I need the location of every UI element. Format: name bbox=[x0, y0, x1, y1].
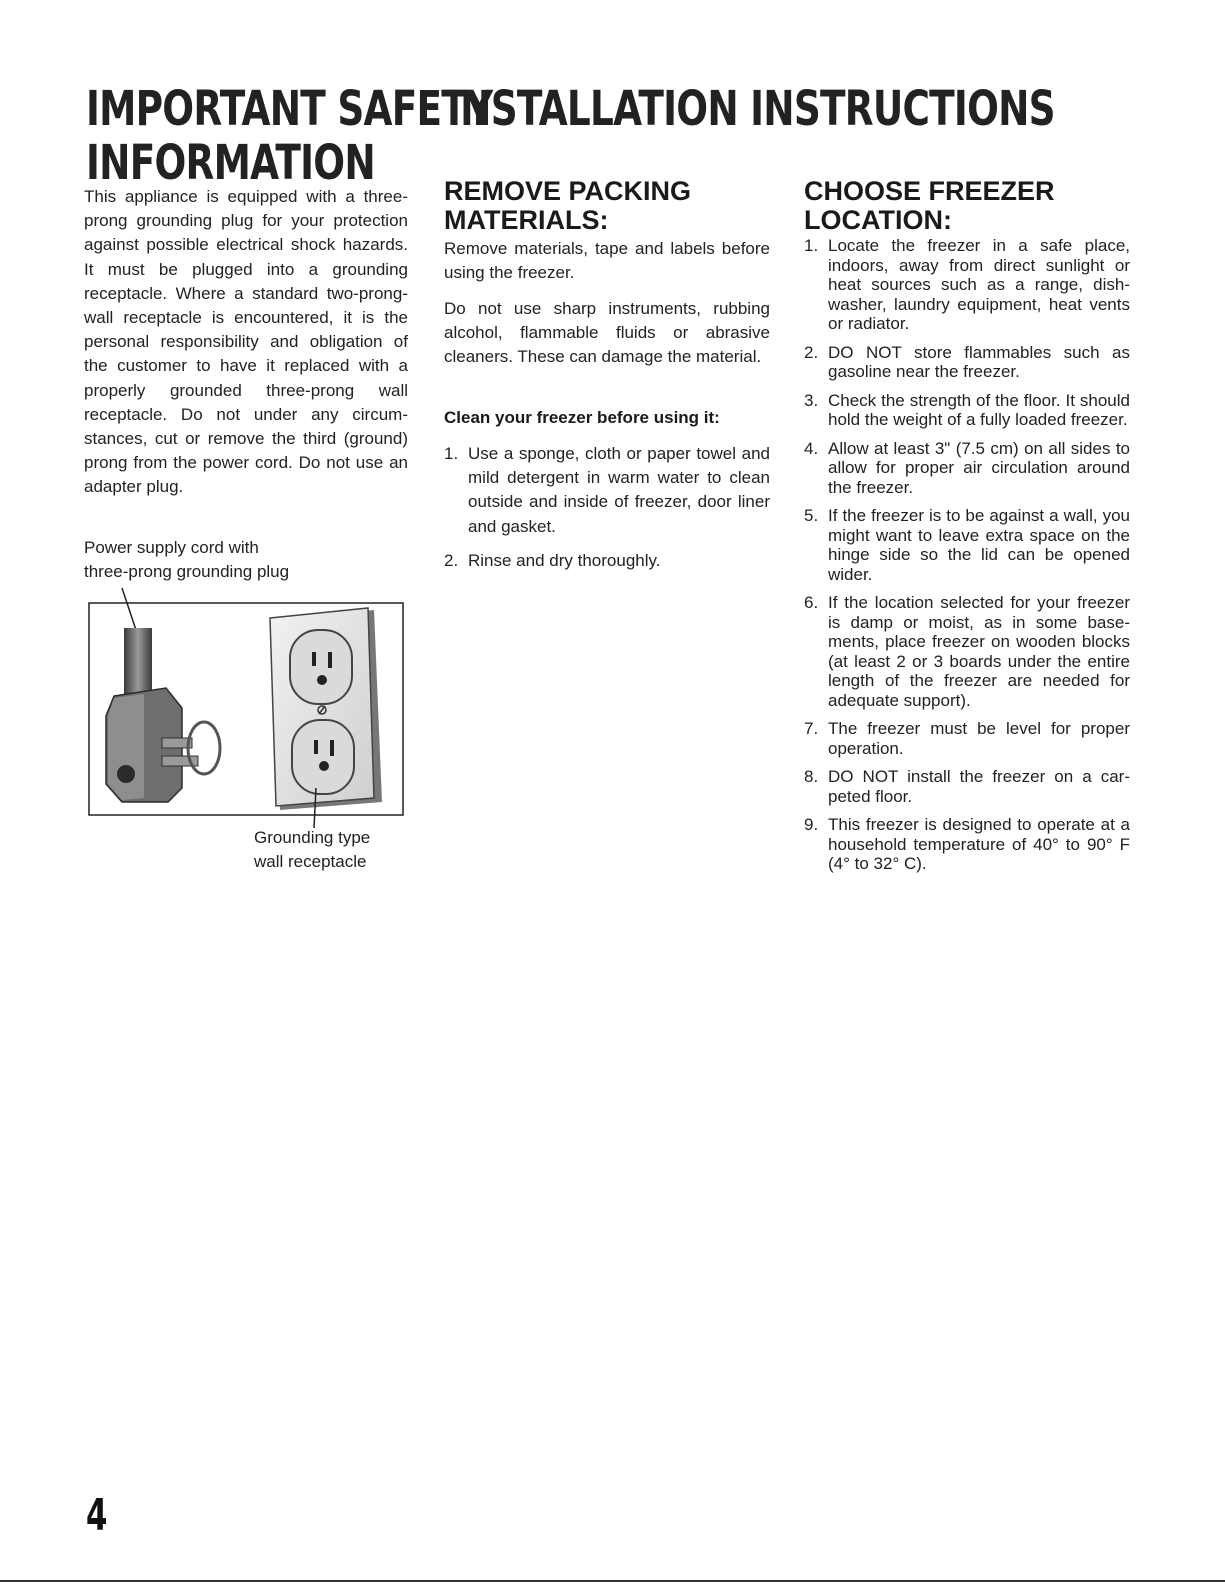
clean-step-text: Use a sponge, cloth or paper towel and mild detergent in warm water to clean outside and inside of freezer, door liner and gasket. bbox=[468, 444, 770, 536]
clean-step-number: 2. bbox=[444, 550, 459, 570]
safety-paragraph: This appliance is equipped with a three-prong grounding plug for your protection against possible electrical shock hazards. It must be plugged into a grounding receptacle. Where a standard two-prong-wall receptacle is encountered, it is the personal responsibility and obligation of the customer to have it replaced with a properly grounded three-prong wall receptacle. Do not under any circum-stances, cut or remove the third (ground) prong from the power cord. Do not use an adapter plug. bbox=[84, 187, 408, 497]
location-step-number: 7. bbox=[804, 719, 819, 738]
location-step-text: If the location selected for your freezer is damp or moist, as in some base-ments, place freezer on wooden blocks (at least 2 or 3 boards under the entire length of the freezer are needed for adequate support). bbox=[828, 593, 1130, 710]
bottom-rule bbox=[0, 1580, 1225, 1582]
location-step-text: This freezer is designed to operate at a household temperature of 40° to 90° F (4° to 32° C). bbox=[828, 815, 1130, 873]
location-step-number: 2. bbox=[804, 342, 819, 362]
location-step bbox=[804, 815, 1130, 874]
location-step-text: Allow at least 3" (7.5 cm) on all sides to allow for proper air circulation around the freezer. bbox=[828, 438, 1130, 497]
location-step-number: 1. bbox=[804, 236, 819, 255]
receptacle-caption-line1: Grounding type bbox=[254, 828, 371, 847]
location-step-text: Check the strength of the floor. It should hold the weight of a fully loaded freezer. bbox=[828, 390, 1130, 429]
location-step bbox=[804, 236, 1130, 334]
packing-heading-line1: REMOVE PACKING bbox=[444, 176, 692, 206]
safety-title-line2: INFORMATION bbox=[86, 135, 375, 191]
location-step-text: The freezer must be level for proper operation. bbox=[828, 719, 1130, 758]
receptacle-caption-line2: wall receptacle bbox=[254, 852, 367, 871]
location-step bbox=[804, 593, 1130, 710]
safety-title-line1: IMPORTANT SAFETY bbox=[86, 81, 493, 137]
location-heading-line2: LOCATION: bbox=[804, 205, 952, 235]
location-step-text: If the freezer is to be against a wall, you might want to leave extra space on the hinge side so the lid can be opened wider. bbox=[828, 506, 1130, 584]
location-step-number: 3. bbox=[804, 390, 819, 410]
cord-caption-line1: Power supply cord with bbox=[84, 538, 259, 557]
cord-caption bbox=[84, 536, 289, 584]
location-steps-list bbox=[804, 236, 1130, 883]
clean-step bbox=[444, 549, 770, 573]
packing-heading bbox=[444, 177, 691, 235]
clean-step-text: Rinse and dry thoroughly. bbox=[468, 550, 661, 570]
location-step bbox=[804, 391, 1130, 430]
clean-steps-list bbox=[444, 442, 770, 583]
receptacle-caption bbox=[254, 826, 370, 874]
location-step bbox=[804, 719, 1130, 758]
installation-title-text: INSTALLATION INSTRUCTIONS bbox=[447, 81, 1055, 137]
packing-paragraph-1: Remove materials, tape and labels before using the freezer. bbox=[444, 239, 770, 283]
page-number: 4 bbox=[86, 1490, 108, 1541]
location-step-number: 8. bbox=[804, 767, 819, 786]
location-heading-line1: CHOOSE FREEZER bbox=[804, 176, 1055, 206]
clean-step-number: 1. bbox=[444, 444, 459, 463]
location-step bbox=[804, 506, 1130, 584]
clean-subheading: Clean your freezer before using it: bbox=[444, 408, 720, 427]
wall-receptacle-graphic bbox=[270, 608, 382, 810]
location-step-number: 6. bbox=[804, 593, 819, 612]
location-step-number: 5. bbox=[804, 506, 819, 525]
location-step bbox=[804, 343, 1130, 382]
safety-title bbox=[86, 82, 492, 190]
location-step-text: DO NOT store flammables such as gasoline near the freezer. bbox=[828, 342, 1130, 381]
packing-heading-line2: MATERIALS: bbox=[444, 205, 609, 235]
installation-title bbox=[447, 82, 1055, 136]
plug-and-receptacle-illustration bbox=[84, 588, 414, 828]
location-step-text: DO NOT install the freezer on a car-peted floor. bbox=[828, 767, 1130, 806]
location-step-number: 9. bbox=[804, 815, 819, 834]
location-heading bbox=[804, 177, 1055, 235]
cord-caption-line2: three-prong grounding plug bbox=[84, 562, 290, 581]
location-step-text: Locate the freezer in a safe place, indoors, away from direct sunlight or heat sources such as a range, dish-washer, laundry equipment, heat vents or radiator. bbox=[828, 236, 1130, 333]
packing-paragraph-2: Do not use sharp instruments, rubbing alcohol, flammable fluids or abrasive cleaners. These can damage the material. bbox=[444, 299, 770, 367]
location-step-number: 4. bbox=[804, 438, 819, 458]
clean-step bbox=[444, 442, 770, 539]
location-step bbox=[804, 439, 1130, 498]
location-step bbox=[804, 767, 1130, 806]
